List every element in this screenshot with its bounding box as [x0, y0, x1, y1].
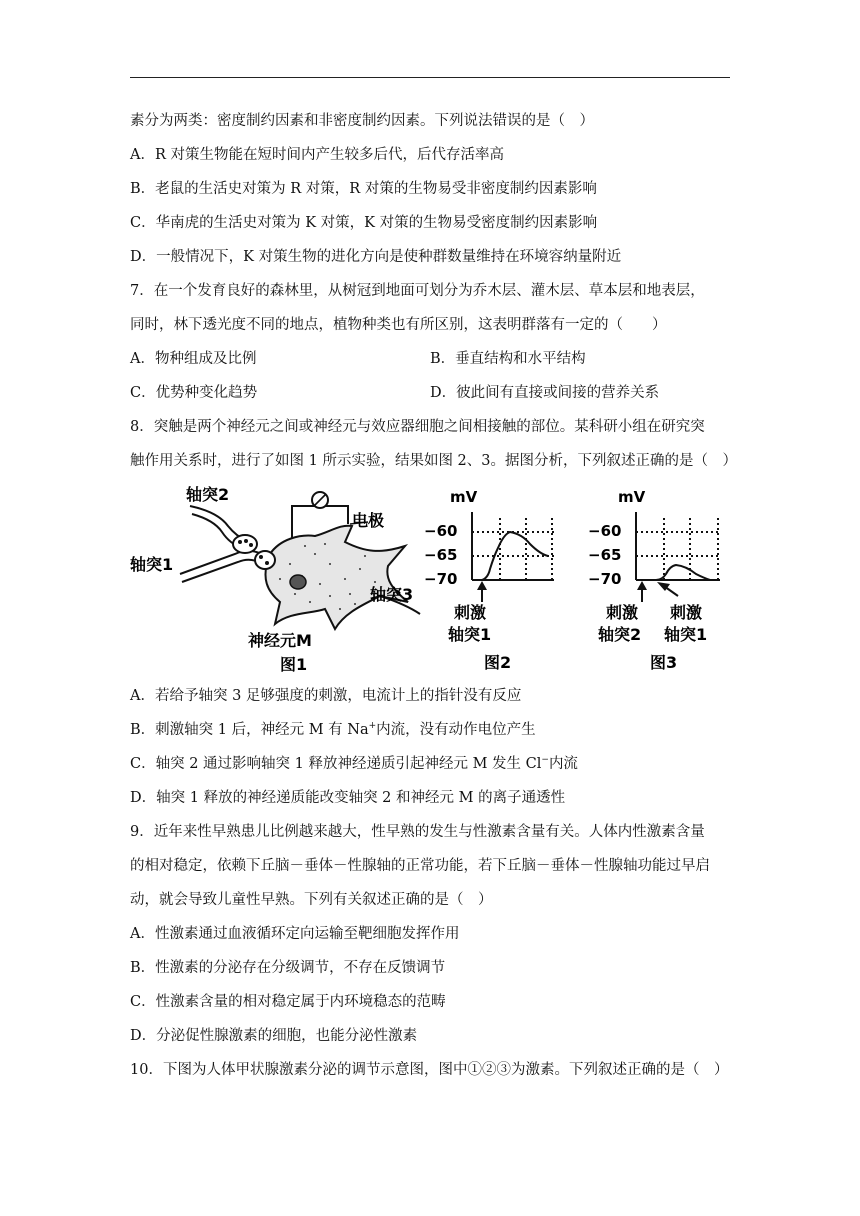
- fig1-label-electrode: 电极: [352, 511, 385, 530]
- fig2-tick-70: −70: [424, 570, 458, 588]
- fig2-stim-line1: 刺激: [454, 603, 487, 622]
- q9-option-c: C．性激素含量的相对稳定属于内环境稳态的范畴: [130, 994, 446, 1010]
- fig1-label-axon3: 轴突3: [370, 585, 414, 604]
- q9-option-d: D．分泌促性腺激素的细胞，也能分泌性激素: [130, 1028, 418, 1044]
- fig1-label-axon2: 轴突2: [186, 485, 230, 504]
- fig1-neuron-body: [265, 526, 408, 629]
- q8-option-c-sup: −: [541, 755, 549, 766]
- q8-option-a: A．若给予轴突 3 足够强度的刺激，电流计上的指针没有反应: [130, 688, 522, 704]
- fig3-caption: 图3: [650, 653, 678, 672]
- q8-figure: [130, 484, 730, 674]
- fig1-neuron-diagram: [130, 485, 420, 674]
- fig2-stim-arrowhead: [477, 581, 487, 590]
- fig3-tick-65: −65: [588, 546, 622, 564]
- q6-option-c: C．华南虎的生活史对策为 K 对策，K 对策的生物易受密度制约因素影响: [130, 215, 598, 231]
- q8-option-c: [130, 754, 578, 774]
- fig1-label-axon1: 轴突1: [130, 555, 174, 574]
- fig3-tick-60: −60: [588, 522, 622, 540]
- q7-option-d: D．彼此间有直接或间接的营养关系: [430, 385, 660, 401]
- q8-stem-line1: 8．突触是两个神经元之间或神经元与效应器细胞之间相接触的部位。某科研小组在研究突: [130, 419, 705, 435]
- fig2-caption: 图2: [484, 653, 512, 672]
- q8-option-b-pre: B．刺激轴突 1 后，神经元 M 有 Na: [130, 722, 369, 738]
- fig2-grid: [472, 518, 554, 580]
- fig1-nucleus: [290, 575, 306, 589]
- fig3-tick-70: −70: [588, 570, 622, 588]
- fig1-axon1-terminal: [255, 551, 275, 569]
- q9-option-b: B．性激素的分泌存在分级调节，不存在反馈调节: [130, 960, 446, 976]
- fig3-unit: mV: [618, 488, 646, 506]
- q7-option-c: C．优势种变化趋势: [130, 385, 258, 401]
- q8-option-d: D．轴突 1 释放的神经递质能改变轴突 2 和神经元 M 的离子通透性: [130, 790, 566, 806]
- q7-option-b: B．垂直结构和水平结构: [430, 351, 586, 367]
- q7-stem-line1: 7．在一个发育良好的森林里，从树冠到地面可划分为乔木层、灌木层、草本层和地表层，: [130, 283, 705, 299]
- header-rule: [130, 77, 730, 78]
- fig3-stim-b-line1: 刺激: [670, 603, 703, 622]
- q10-stem-line1: 10．下图为人体甲状腺激素分泌的调节示意图，图中①②③为激素。下列叙述正确的是（ ）: [130, 1062, 729, 1078]
- fig3-stim-a-line2: 轴突2: [598, 625, 642, 644]
- fig1-axon2-terminal: [233, 535, 257, 553]
- fig3-grid: [636, 518, 720, 580]
- q7-stem-line2: 同时，林下透光度不同的地点，植物种类也有所区别，这表明群落有一定的（ ）: [130, 317, 667, 333]
- q6-option-b: B．老鼠的生活史对策为 R 对策，R 对策的生物易受非密度制约因素影响: [130, 181, 597, 197]
- fig2-potential-graph: [424, 488, 554, 672]
- fig2-tick-60: −60: [424, 522, 458, 540]
- fig2-tick-65: −65: [424, 546, 458, 564]
- q6-stem-tail: 素分为两类：密度制约因素和非密度制约因素。下列说法错误的是（ ）: [130, 113, 594, 129]
- q8-option-c-pre: C．轴突 2 通过影响轴突 1 释放神经递质引起神经元 M 发生 Cl: [130, 756, 542, 772]
- fig1-axon1-lower: [182, 560, 266, 582]
- fig3-stim-a-line1: 刺激: [606, 603, 639, 622]
- q9-stem-line1: 9．近年来性早熟患儿比例越来越大，性早熟的发生与性激素含量有关。人体内性激素含量: [130, 824, 705, 840]
- q9-stem-line3: 动，就会导致儿童性早熟。下列有关叙述正确的是（ ）: [130, 892, 493, 908]
- fig3-stim-a-arrowhead: [637, 581, 647, 590]
- q8-stem-line2: 触作用关系时，进行了如图 1 所示实验，结果如图 2、3。据图分析，下列叙述正确的是（ ）: [130, 453, 737, 469]
- q7-option-a: A．物种组成及比例: [130, 351, 257, 367]
- q6-option-a: A．R 对策生物能在短时间内产生较多后代，后代存活率高: [130, 147, 504, 163]
- fig1-caption: 图1: [280, 655, 308, 674]
- q8-option-b: [130, 720, 536, 740]
- fig3-curve: [636, 565, 710, 580]
- q8-option-b-post: 内流，没有动作电位产生: [376, 722, 536, 738]
- fig3-stim-b-line2: 轴突1: [664, 625, 708, 644]
- q8-option-c-post: 内流: [548, 756, 578, 772]
- fig2-unit: mV: [450, 488, 478, 506]
- q8-figure-svg: [130, 484, 730, 674]
- q9-stem-line2: 的相对稳定，依赖下丘脑－垂体－性腺轴的正常功能，若下丘脑－垂体－性腺轴功能过早启: [130, 858, 710, 874]
- fig3-potential-graph: [588, 488, 720, 672]
- q6-option-d: D．一般情况下，K 对策生物的进化方向是使种群数量维持在环境容纳量附近: [130, 249, 622, 265]
- fig1-label-neuron: 神经元M: [248, 631, 312, 650]
- fig2-stim-line2: 轴突1: [448, 625, 492, 644]
- q9-option-a: A．性激素通过血液循环定向运输至靶细胞发挥作用: [130, 926, 460, 942]
- q8-option-b-sup: +: [368, 721, 377, 732]
